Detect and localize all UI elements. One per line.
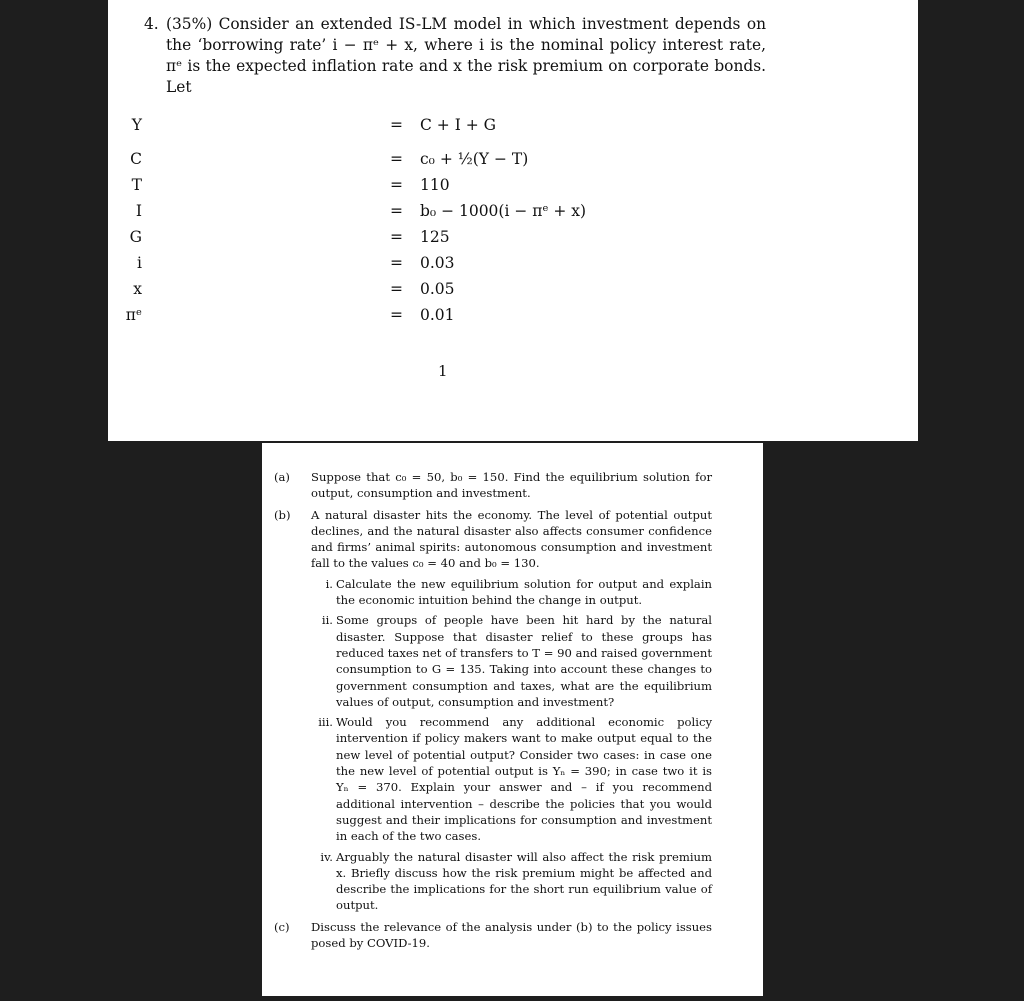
equation-rhs: C + I + G — [420, 116, 497, 134]
equation-lhs: T — [131, 176, 142, 194]
part-text: Suppose that c₀ = 50, b₀ = 150. Find the equilibrium solution for output, consumption and investment. — [311, 470, 712, 501]
subpart-iii — [311, 714, 712, 844]
subpart-label: ii. — [321, 613, 333, 628]
subpart-text: Calculate the new equilibrium solution for output and explain the economic intuition behind the change in output. — [336, 576, 712, 608]
equation-lhs: πᵉ — [125, 306, 142, 324]
subpart-label: i. — [325, 576, 333, 591]
subpart-label: iv. — [320, 849, 333, 864]
subpart-i — [311, 576, 712, 609]
subpart-label: iii. — [318, 715, 333, 730]
subpart-iv — [311, 849, 712, 914]
equation-rhs: b₀ − 1000(i − πᵉ + x) — [420, 202, 587, 220]
part-label: (a) — [274, 470, 290, 484]
subpart-text: Would you recommend any additional economic policy intervention if policy makers want to make output equal to the new level of potential output? Consider two cases: in case one the new level of potential output is Yₙ = 390; in case two it is Yₙ = 370. Explain your answer and – if you recommend additional intervention – describe the policies that you would suggest and their implications for consumption and investment in each of the two cases. — [336, 715, 712, 844]
page-number: 1 — [438, 362, 448, 380]
equation-lhs: i — [137, 254, 142, 272]
equation-rhs: 0.05 — [420, 280, 455, 298]
part-label: (c) — [274, 919, 290, 934]
part-text: A natural disaster hits the economy. The level of potential output declines, and the natural disaster also affects consumer confidence and firms’ animal spirits: autonomous consumption and investment fall to the values c₀ = 40 and b₀ = 130. — [311, 507, 712, 571]
question-text: (35%) Consider an extended IS-LM model in which investment depends on the ‘borrowing rate’ i − πᵉ + x, where i is the nominal policy interest rate, πᵉ is the expected inflation rate and x the risk premium on corporate bonds. Let — [166, 15, 766, 96]
page-two — [262, 443, 763, 996]
equation-lhs: x — [133, 280, 142, 298]
question-parts — [274, 469, 712, 956]
part-label: (b) — [274, 507, 291, 522]
equation-lhs: I — [135, 202, 142, 220]
equation-rhs: 0.01 — [420, 306, 455, 324]
equation-rhs: 110 — [420, 176, 450, 194]
equation-lhs: C — [130, 150, 142, 168]
subpart-ii — [311, 612, 712, 710]
equation-lhs: Y — [131, 116, 142, 134]
question-intro — [144, 14, 766, 98]
question-number: 4. — [144, 15, 159, 33]
part-c — [274, 919, 712, 952]
equation-lhs: G — [129, 228, 142, 246]
equation-rhs: 0.03 — [420, 254, 455, 272]
subpart-text: Arguably the natural disaster will also affect the risk premium x. Briefly discuss how the risk premium might be affected and describe the implications for the short run equilibrium value of output. — [336, 849, 712, 913]
equation-rhs: c₀ + ½(Y − T) — [420, 150, 529, 168]
part-text: Discuss the relevance of the analysis under (b) to the policy issues posed by COVID-19. — [311, 919, 712, 951]
page-one: 4. (35%) Consider an extended IS-LM model in which investment depends on the ‘borrowing rate’ i − πᵉ + x, where i is the nominal policy interest rate, πᵉ is the expected inflation rate and x the risk premium on corporate bonds. Let Y = C + I + G C = c₀ + ½(Y − T) T = 110 I = b₀ − 1000(i − πᵉ + x) G = 125 i = 0.03 x = 0.05 πᵉ = 0.01 1 — [108, 0, 918, 441]
part-b — [274, 507, 712, 914]
equation-rhs: 125 — [420, 228, 450, 246]
part-a — [274, 469, 712, 502]
subpart-text: Some groups of people have been hit hard by the natural disaster. Suppose that disaster relief to these groups has reduced taxes net of transfers to T = 90 and raised government consumption to G = 135. Taking into account these changes to government consumption and taxes, what are the equilibrium values of output, consumption and investment? — [336, 613, 712, 709]
